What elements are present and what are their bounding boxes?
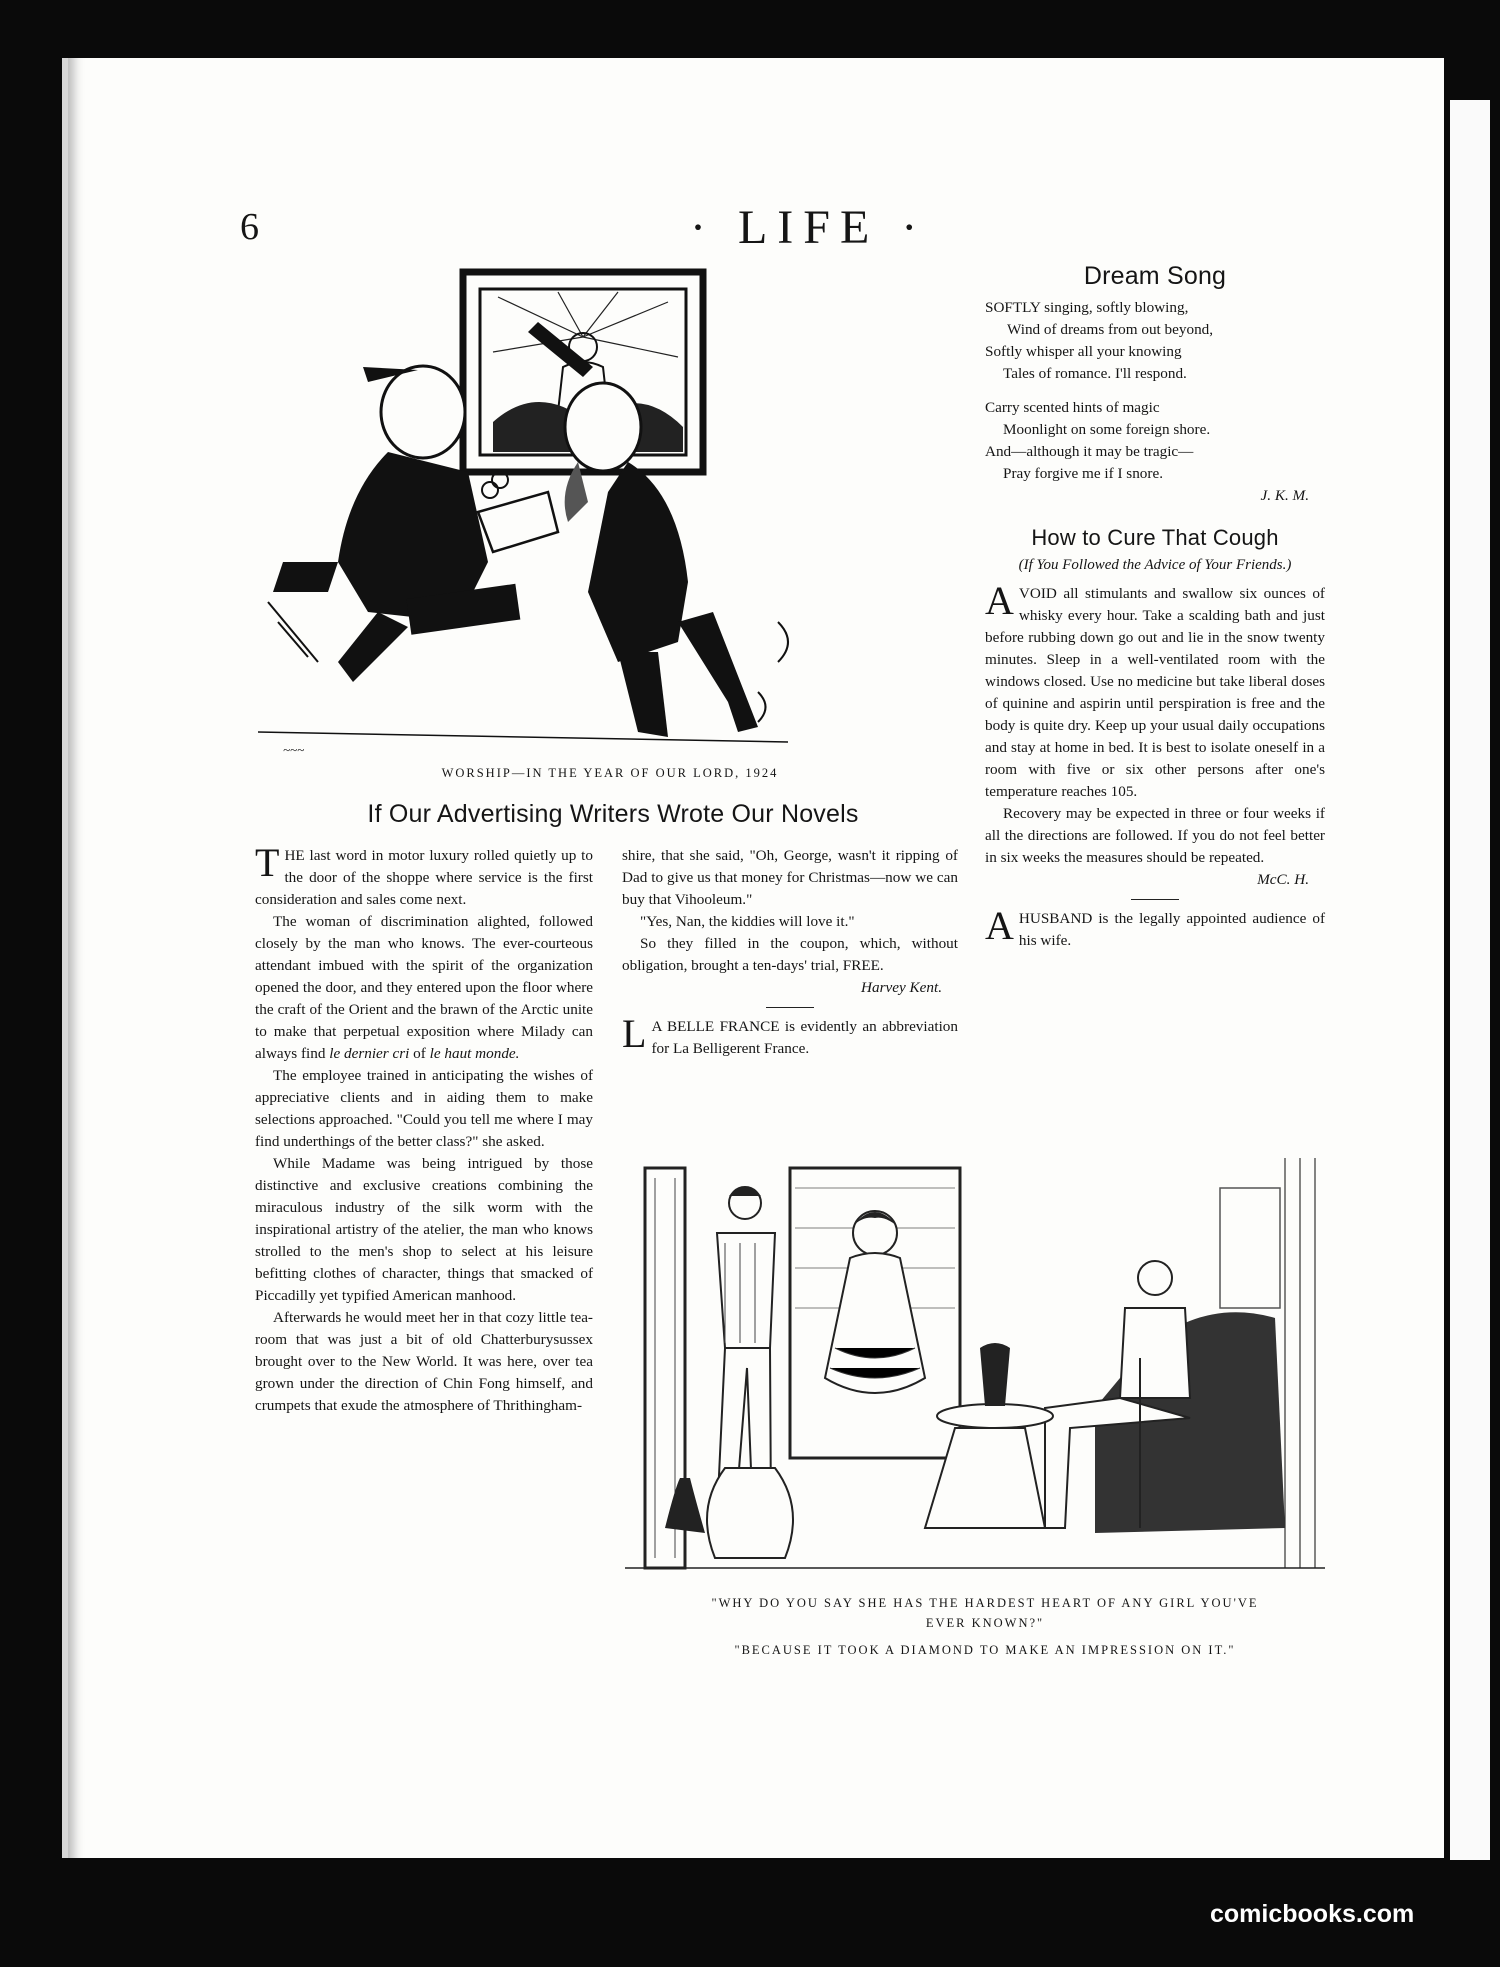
poem-line: Pray forgive me if I snore. — [1003, 465, 1163, 482]
belle-france-paragraph — [622, 1011, 958, 1060]
diamond-cartoon-caption-question: "WHY DO YOU SAY SHE HAS THE HARDEST HEART OF ANY GIRL YOU'VE EVER KNOWN?" — [711, 1596, 1259, 1630]
cough-text — [985, 578, 1325, 952]
diamond-cartoon-illustration — [625, 1148, 1325, 1588]
husband-paragraph — [985, 903, 1325, 952]
cough-subtitle: (If You Followed the Advice of Your Friends.) — [1018, 557, 1292, 573]
article-paragraph: "Yes, Nan, the kiddies will love it." — [640, 913, 855, 930]
article-paragraph: Recovery may be expected in three or four weeks if all the directions are followed. If you do not feel better in six weeks the measures should be repeated. — [985, 805, 1325, 866]
poem-line: Softly whisper all your knowing — [985, 343, 1182, 360]
dream-song-signature: J. K. M. — [1260, 487, 1309, 504]
article-paragraph: The employee trained in anticipating the wishes of appreciative clients and in aiding them to make selections approached. "Could you tell me where I may find underthings of the better class?" she asked. — [255, 1067, 593, 1150]
watermark-text: comicbooks.com — [1210, 1900, 1415, 1928]
article-title: If Our Advertising Writers Wrote Our Novels — [367, 800, 859, 828]
poem-line: Carry scented hints of magic — [985, 399, 1160, 416]
paragraph-text: HE last word in motor luxury rolled quietly up to the door of the shoppe where service is the first consideration and sales come next. — [255, 847, 593, 908]
dream-song-stanza-2 — [985, 397, 1325, 485]
poem-line: And—although it may be tragic— — [985, 443, 1194, 460]
worship-cartoon-illustration — [258, 262, 958, 762]
section-divider — [1131, 899, 1179, 900]
paragraph-text: of — [413, 1045, 426, 1062]
worship-cartoon-caption: WORSHIP—IN THE YEAR OF OUR LORD, 1924 — [441, 766, 779, 780]
italic-phrase: le dernier cri — [329, 1045, 410, 1062]
right-column — [985, 262, 1325, 952]
article-paragraph: Afterwards he would meet her in that cozy little tea-room that was just a bit of old Chatterburysussex brought over to the New World. It was here, over tea grown under the direction of Chin Fong himself, and crumpets that exude the atmosphere of Thrithingham- — [255, 1309, 593, 1414]
drop-cap: A — [985, 578, 1014, 623]
italic-phrase: le haut monde. — [429, 1045, 520, 1062]
drop-cap: T — [255, 840, 280, 885]
drop-cap: A — [985, 903, 1014, 948]
paragraph-text: A BELLE FRANCE is evidently an abbreviation for La Belligerent France. — [651, 1018, 958, 1057]
paragraph-text: HUSBAND is the legally appointed audience of his wife. — [1018, 910, 1325, 949]
diamond-cartoon-caption-answer: "BECAUSE IT TOOK A DIAMOND TO MAKE AN IMPRESSION ON IT." — [734, 1643, 1236, 1657]
drop-cap: L — [622, 1011, 647, 1056]
cough-signature: McC. H. — [1257, 871, 1309, 888]
article-paragraph — [985, 578, 1325, 803]
article-column-1 — [255, 840, 593, 1417]
cough-title: How to Cure That Cough — [1031, 525, 1279, 550]
section-divider — [766, 1007, 814, 1008]
poem-line: SOFTLY singing, softly blowing, — [985, 299, 1189, 316]
article-signature: Harvey Kent. — [861, 979, 942, 996]
dream-song-title: Dream Song — [1083, 262, 1227, 290]
paragraph-text: The woman of discrimination alighted, followed closely by the man who knows. The ever-courteous attendant imbued with the spirit of the organization opened the door, and they entered upon the floor where the craft of the Orient and the brawn of the Arctic unite to make that perpetual exposition where Milady can always find — [255, 913, 593, 1062]
article-paragraph: shire, that she said, "Oh, George, wasn't it ripping of Dad to give us that money for Christmas—now we can buy that Vihooleum." — [622, 847, 958, 908]
masthead: · LIFE · — [690, 201, 928, 254]
poem-line: Moonlight on some foreign shore. — [1003, 421, 1211, 438]
paragraph-text: VOID all stimulants and swallow six ounces of whisky every hour. Take a scalding bath and just before rubbing down go out and lie in the snow twenty minutes. Sleep in a well-ventilated room with the windows closed. Use no medicine but take liberal doses of quinine and aspirin until perspiration is free and the body is quite dry. Keep up your usual daily occupations and stay at home in bed. It is best to isolate oneself in a room with five or six other persons after one's temperature reaches 105. — [985, 585, 1325, 800]
dream-song-stanza-1 — [985, 297, 1325, 385]
svg-text:~~~: ~~~ — [283, 742, 305, 757]
article-paragraph: While Madame was being intrigued by those distinctive and exclusive creations combining the miraculous industry of the silk worm with the inspirational artistry of the atelier, the man who knows strolled to the men's shop to select at his leisure befitting clothes of character, things that smacked of Piccadilly yet typified American manhood. — [255, 1155, 593, 1304]
page-number: 6 — [240, 206, 259, 248]
article-paragraph — [255, 911, 593, 1065]
next-page-edge — [1450, 100, 1490, 1860]
article-paragraph: So they filled in the coupon, which, without obligation, brought a ten-days' trial, FREE. — [622, 935, 958, 974]
article-column-2 — [622, 845, 958, 1060]
poem-line: Wind of dreams from out beyond, — [1007, 321, 1214, 338]
article-paragraph — [255, 840, 593, 911]
poem-line: Tales of romance. I'll respond. — [1003, 365, 1187, 382]
